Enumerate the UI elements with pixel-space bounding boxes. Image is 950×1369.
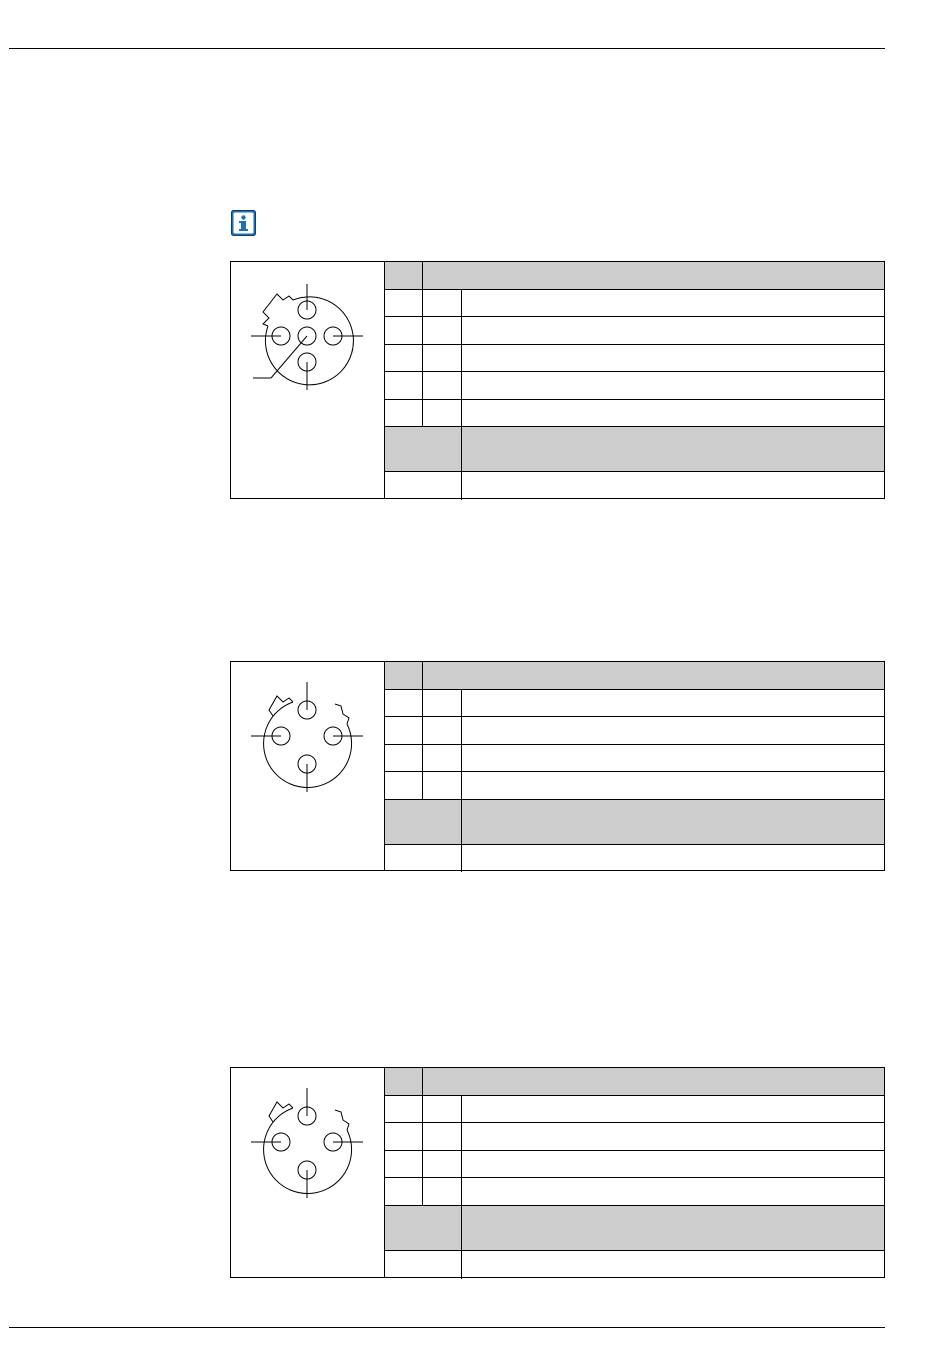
pin-assignment-cell: [462, 290, 884, 316]
pin-table-3: [385, 1068, 884, 1279]
pin-number-cell: [385, 745, 423, 771]
pin-assignment-cell: [462, 317, 884, 344]
pin-assignment-cell: [462, 1178, 884, 1205]
pin-number-cell: [385, 1151, 423, 1177]
info-icon: [231, 210, 256, 236]
pin-assignment-cell: [462, 1123, 884, 1150]
connector-label-cell: [385, 472, 462, 500]
table-row: [385, 1123, 884, 1151]
pin-assignment-cell: [462, 1096, 884, 1122]
connector-4pin-diagram: [231, 1068, 385, 1277]
table-row-coding: [385, 800, 884, 845]
pin-code-cell: [423, 1123, 462, 1150]
pin-table-1: [385, 262, 884, 500]
pin-assignment-cell: [462, 345, 884, 371]
pin-assignment-block-1: [230, 261, 885, 499]
table-row-connector: [385, 845, 884, 872]
header-pin-cell: [385, 662, 423, 689]
table-row-coding: [385, 427, 884, 472]
header-assignment-cell: [423, 262, 884, 289]
table-row: [385, 717, 884, 745]
header-assignment-cell: [423, 1068, 884, 1095]
table-row: [385, 1178, 884, 1206]
coding-label-cell: [385, 800, 462, 844]
coding-value-cell: [462, 1206, 884, 1250]
pin-number-cell: [385, 1096, 423, 1122]
pin-number-cell: [385, 717, 423, 744]
table-row: [385, 690, 884, 717]
coding-value-cell: [462, 800, 884, 844]
connector-value-cell: [462, 845, 884, 872]
pin-code-cell: [423, 717, 462, 744]
table-row-connector: [385, 472, 884, 500]
table-row: [385, 345, 884, 372]
pin-code-cell: [423, 1096, 462, 1122]
pin-number-cell: [385, 345, 423, 371]
table-row: [385, 1151, 884, 1178]
connector-label-cell: [385, 1251, 462, 1279]
pin-code-cell: [423, 400, 462, 426]
table-row: [385, 317, 884, 345]
table-header-row: [385, 262, 884, 290]
pin-assignment-block-2: [230, 661, 885, 871]
table-row: [385, 745, 884, 772]
pin-code-cell: [423, 1178, 462, 1205]
table-row: [385, 372, 884, 400]
table-row: [385, 772, 884, 800]
connector-value-cell: [462, 472, 884, 500]
table-row-coding: [385, 1206, 884, 1251]
header-pin-cell: [385, 1068, 423, 1095]
table-row: [385, 1096, 884, 1123]
pin-code-cell: [423, 1151, 462, 1177]
pin-assignment-cell: [462, 772, 884, 799]
header-assignment-cell: [423, 662, 884, 689]
header-rule: [9, 48, 885, 49]
header-pin-cell: [385, 262, 423, 289]
table-header-row: [385, 1068, 884, 1096]
coding-label-cell: [385, 1206, 462, 1250]
connector-value-cell: [462, 1251, 884, 1279]
pin-assignment-cell: [462, 690, 884, 716]
pin-code-cell: [423, 290, 462, 316]
table-row: [385, 290, 884, 317]
pin-table-2: [385, 662, 884, 872]
pin-number-cell: [385, 1178, 423, 1205]
connector-5pin-diagram: [231, 262, 385, 498]
table-row-connector: [385, 1251, 884, 1279]
connector-4pin-diagram: [231, 662, 385, 870]
pin-code-cell: [423, 690, 462, 716]
coding-value-cell: [462, 427, 884, 471]
pin-code-cell: [423, 372, 462, 399]
pin-number-cell: [385, 1123, 423, 1150]
pin-code-cell: [423, 745, 462, 771]
pin-number-cell: [385, 372, 423, 399]
pin-number-cell: [385, 772, 423, 799]
pin-code-cell: [423, 345, 462, 371]
pin-assignment-cell: [462, 745, 884, 771]
pin-number-cell: [385, 690, 423, 716]
connector-label-cell: [385, 845, 462, 872]
coding-label-cell: [385, 427, 462, 471]
pin-assignment-cell: [462, 400, 884, 426]
pin-code-cell: [423, 317, 462, 344]
pin-number-cell: [385, 400, 423, 426]
pin-assignment-cell: [462, 372, 884, 399]
pin-number-cell: [385, 317, 423, 344]
table-header-row: [385, 662, 884, 690]
footer-rule: [9, 1327, 885, 1328]
pin-number-cell: [385, 290, 423, 316]
table-row: [385, 400, 884, 427]
pin-assignment-cell: [462, 1151, 884, 1177]
pin-assignment-cell: [462, 717, 884, 744]
pin-assignment-block-3: [230, 1067, 885, 1278]
pin-code-cell: [423, 772, 462, 799]
